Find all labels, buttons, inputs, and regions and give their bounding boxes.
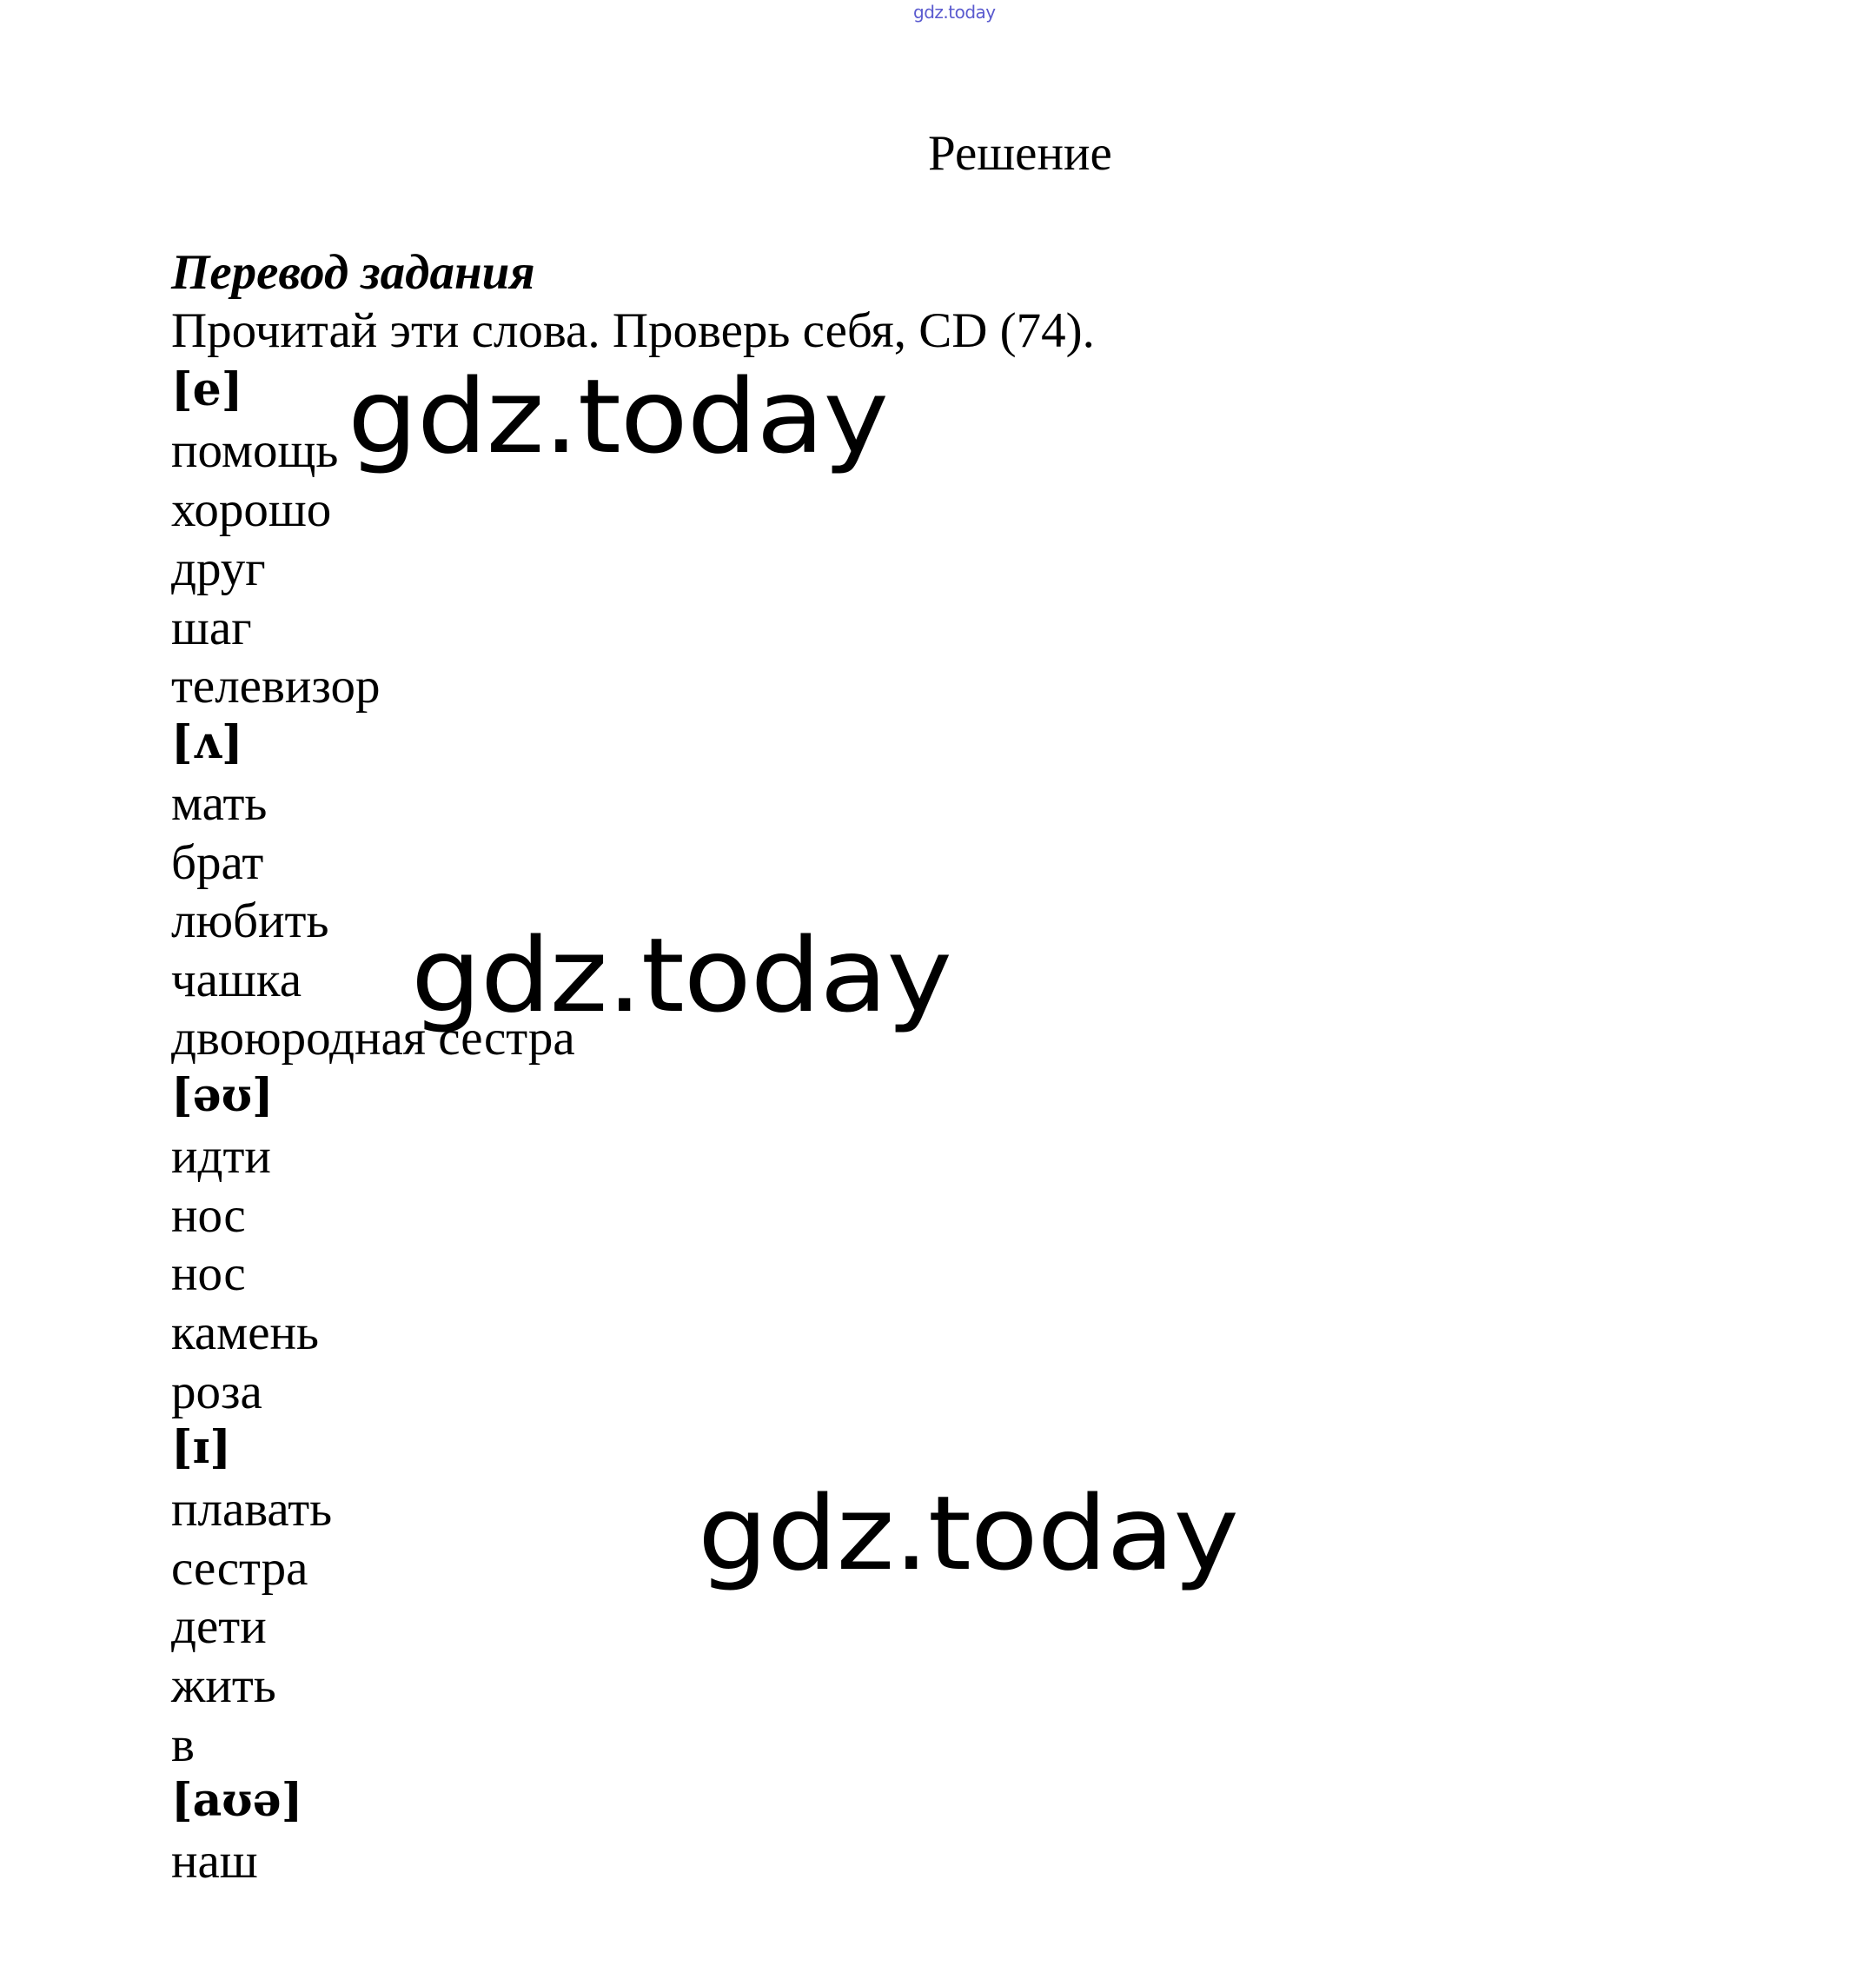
sound-label-aue: [aʊə] [171,1774,303,1827]
top-watermark: gdz.today [913,2,996,23]
word-item: плавать [171,1482,333,1537]
word-item: в [171,1717,195,1772]
word-item: нос [171,1246,246,1301]
watermark-text: gdz.today [348,356,888,476]
word-item: шаг [171,601,252,655]
word-item: мать [171,776,268,831]
sound-label-wedge: [ʌ] [171,716,243,769]
word-item: наш [171,1834,258,1889]
word-item: любить [171,893,329,948]
word-item: помощь [171,423,339,478]
word-item: телевизор [171,659,381,714]
word-item: двоюродная сестра [171,1011,575,1066]
section-heading: Перевод задания [171,245,535,300]
word-item: друг [171,541,266,596]
word-item: чашка [171,953,302,1007]
word-item: жить [171,1658,276,1713]
instruction-text: Прочитай эти слова. Проверь себя, CD (74). [171,303,1095,358]
word-item: роза [171,1365,262,1419]
sound-label-i: [ɪ] [171,1421,231,1474]
page-title: Решение [928,126,1112,181]
word-item: сестра [171,1541,308,1596]
word-item: нос [171,1188,246,1243]
word-item: брат [171,835,264,890]
word-item: идти [171,1129,271,1184]
watermark-text: gdz.today [411,915,951,1035]
word-item: камень [171,1305,319,1360]
word-item: хорошо [171,482,332,537]
watermark-text: gdz.today [698,1473,1238,1593]
sound-label-e: [e] [171,363,243,416]
sound-label-ou: [əʊ] [171,1069,274,1122]
word-item: дети [171,1599,267,1654]
